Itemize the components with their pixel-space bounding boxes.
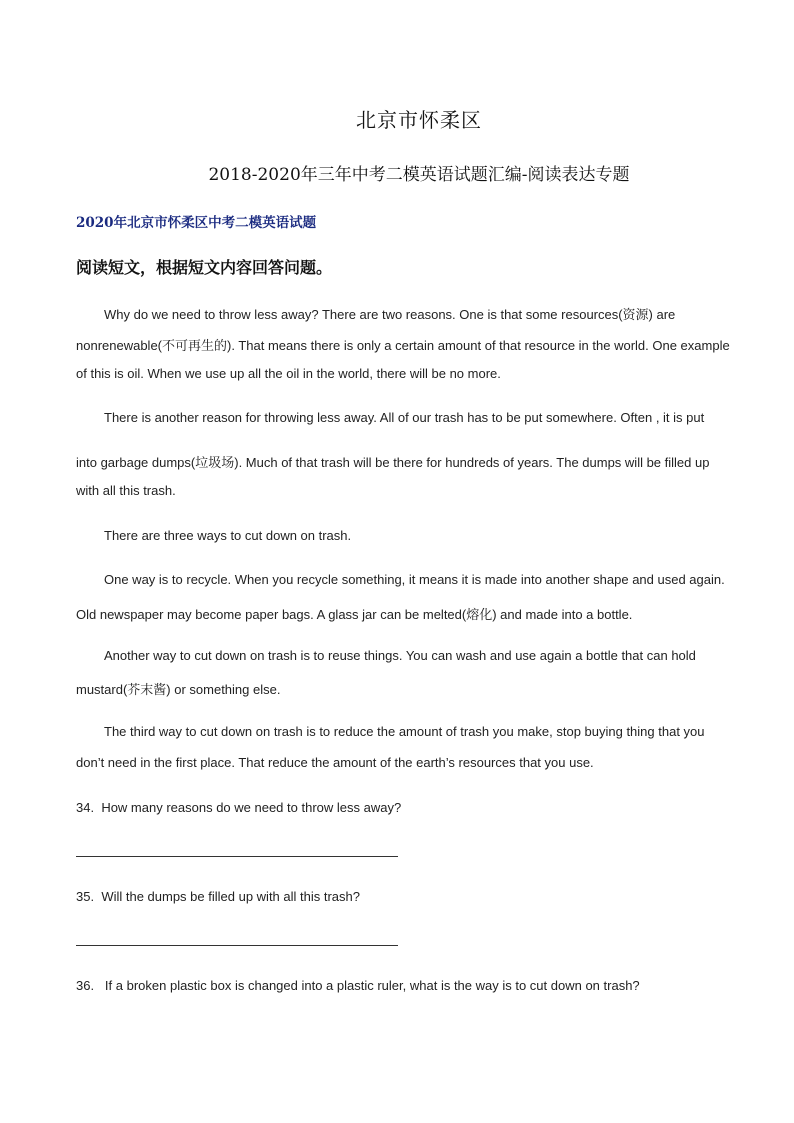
- instruction: 阅读短文，根据短文内容回答问题。: [76, 258, 333, 277]
- answer-line[interactable]: [76, 945, 398, 946]
- section-heading: 2020年北京市怀柔区中考二模英语试题: [76, 215, 317, 231]
- passage-line: There are three ways to cut down on trash.: [104, 528, 352, 543]
- question-text: If a broken plastic box is changed into a plastic ruler, what is the way is to cut down on trash?: [104, 978, 640, 993]
- question-number: 36.: [76, 978, 95, 993]
- passage-line: mustard(芥末酱) or something else.: [76, 682, 281, 697]
- passage-line: Another way to cut down on trash is to reuse things. You can wash and use again a bottle that can hold: [104, 648, 696, 663]
- passage-line: don’t need in the first place. That reduce the amount of the earth’s resources that you use.: [76, 755, 594, 770]
- passage-line: Old newspaper may become paper bags. A glass jar can be melted(熔化) and made into a bottle.: [76, 607, 633, 622]
- page-title: 北京市怀柔区: [356, 108, 482, 132]
- question-text: How many reasons do we need to throw less away?: [101, 800, 402, 815]
- question-number: 34.: [76, 800, 95, 815]
- question-36: [76, 978, 640, 993]
- passage-line: The third way to cut down on trash is to reduce the amount of trash you make, stop buying thing that you: [104, 724, 705, 739]
- passage-line: with all this trash.: [76, 483, 176, 498]
- question-text: Will the dumps be filled up with all this trash?: [101, 889, 360, 904]
- question-34: [76, 800, 401, 815]
- passage-line: of this is oil. When we use up all the oil in the world, there will be no more.: [76, 366, 501, 381]
- passage-line: There is another reason for throwing less away. All of our trash has to be put somewhere. Often , it is put: [104, 410, 705, 425]
- passage-line: nonrenewable(不可再生的). That means there is only a certain amount of that resource in the world. One example: [76, 338, 730, 353]
- question-35: [76, 889, 360, 904]
- question-number: 35.: [76, 889, 95, 904]
- passage-line: into garbage dumps(垃圾场). Much of that trash will be there for hundreds of years. The dumps will be filled up: [76, 455, 710, 470]
- passage-line: Why do we need to throw less away? There are two reasons. One is that some resources(资源) are: [104, 307, 676, 322]
- answer-line[interactable]: [76, 856, 398, 857]
- page-subtitle: 2018-2020年三年中考二模英语试题汇编-阅读表达专题: [208, 165, 630, 185]
- passage-line: One way is to recycle. When you recycle something, it means it is made into another shape and used again.: [104, 572, 725, 587]
